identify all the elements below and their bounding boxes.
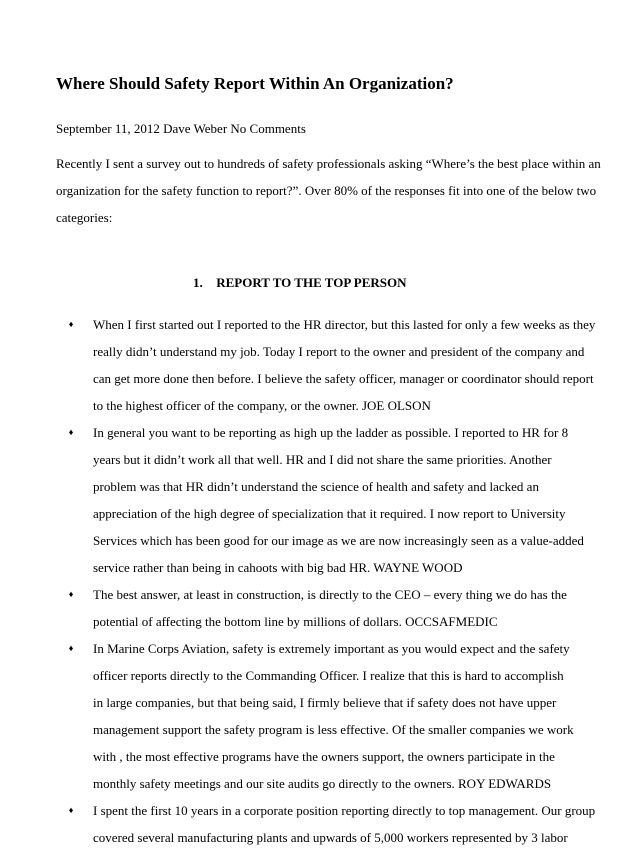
list-item-line: Services which has been good for our image as we are now increasingly seen as a value-added [93,533,584,548]
list-item-line: with , the most effective programs have the owners support, the owners participate in the [93,749,555,764]
list-item [56,581,616,635]
intro-line: categories: [56,210,113,225]
list-item-line: In general you want to be reporting as high up the ladder as possible. I reported to HR for 8 [93,425,569,440]
bullet-icon: ♦ [68,589,74,599]
bullet-icon: ♦ [68,805,74,815]
list-item-line: When I first started out I reported to the HR director, but this lasted for only a few weeks as they [93,317,596,332]
bullet-icon: ♦ [68,319,74,329]
section-heading-text: REPORT TO THE TOP PERSON [216,275,407,290]
list-item-line: in large companies, but that being said, I firmly believe that if safety does not have upper [93,695,557,710]
list-item-line: service rather than being in cahoots with big bad HR. WAYNE WOOD [93,560,463,575]
list-item-line: monthly safety meetings and our site audits go directly to the owners. ROY EDWARDS [93,776,552,791]
list-item-line: I spent the first 10 years in a corporate position reporting directly to top management. Our group [93,803,596,818]
list-item-line: potential of affecting the bottom line by millions of dollars. OCCSAFMEDIC [93,614,498,629]
intro-line: organization for the safety function to report?”. Over 80% of the responses fit into one of the below two [56,183,597,198]
list-item [56,635,616,797]
intro-line: Recently I sent a survey out to hundreds of safety professionals asking “Where’s the best place within an [56,156,601,171]
list-item-line: years but it didn’t work all that well. HR and I did not share the same priorities. Another [93,452,552,467]
list-item-line: officer reports directly to the Commanding Officer. I realize that this is hard to accomplish [93,668,564,683]
article-meta: September 11, 2012 Dave Weber No Comments [56,121,306,136]
bullet-icon: ♦ [68,427,74,437]
section-number: 1. [193,275,203,290]
list-item-line: really didn’t understand my job. Today I report to the owner and president of the company and [93,344,585,359]
list-item-line: In Marine Corps Aviation, safety is extremely important as you would expect and the safety [93,641,570,656]
section-heading [193,275,407,291]
list-item-line: The best answer, at least in construction, is directly to the CEO – every thing we do has the [93,587,567,602]
list-item-line: to the highest officer of the company, or the owner. JOE OLSON [93,398,431,413]
list-item-line: covered several manufacturing plants and upwards of 5,000 workers represented by 3 labor [93,830,568,845]
list-item-line: can get more done then before. I believe the safety officer, manager or coordinator should report [93,371,594,386]
article-title: Where Should Safety Report Within An Organization? [56,74,454,93]
responses-list [56,311,616,851]
list-item-line: appreciation of the high degree of specialization that it required. I now report to University [93,506,566,521]
list-item [56,797,616,851]
list-item-line: management support the safety program is less effective. Of the smaller companies we work [93,722,574,737]
list-item [56,419,616,581]
list-item [56,311,616,419]
list-item-line: problem was that HR didn’t understand the science of health and safety and lacked an [93,479,539,494]
bullet-icon: ♦ [68,643,74,653]
intro-paragraph [56,150,604,231]
